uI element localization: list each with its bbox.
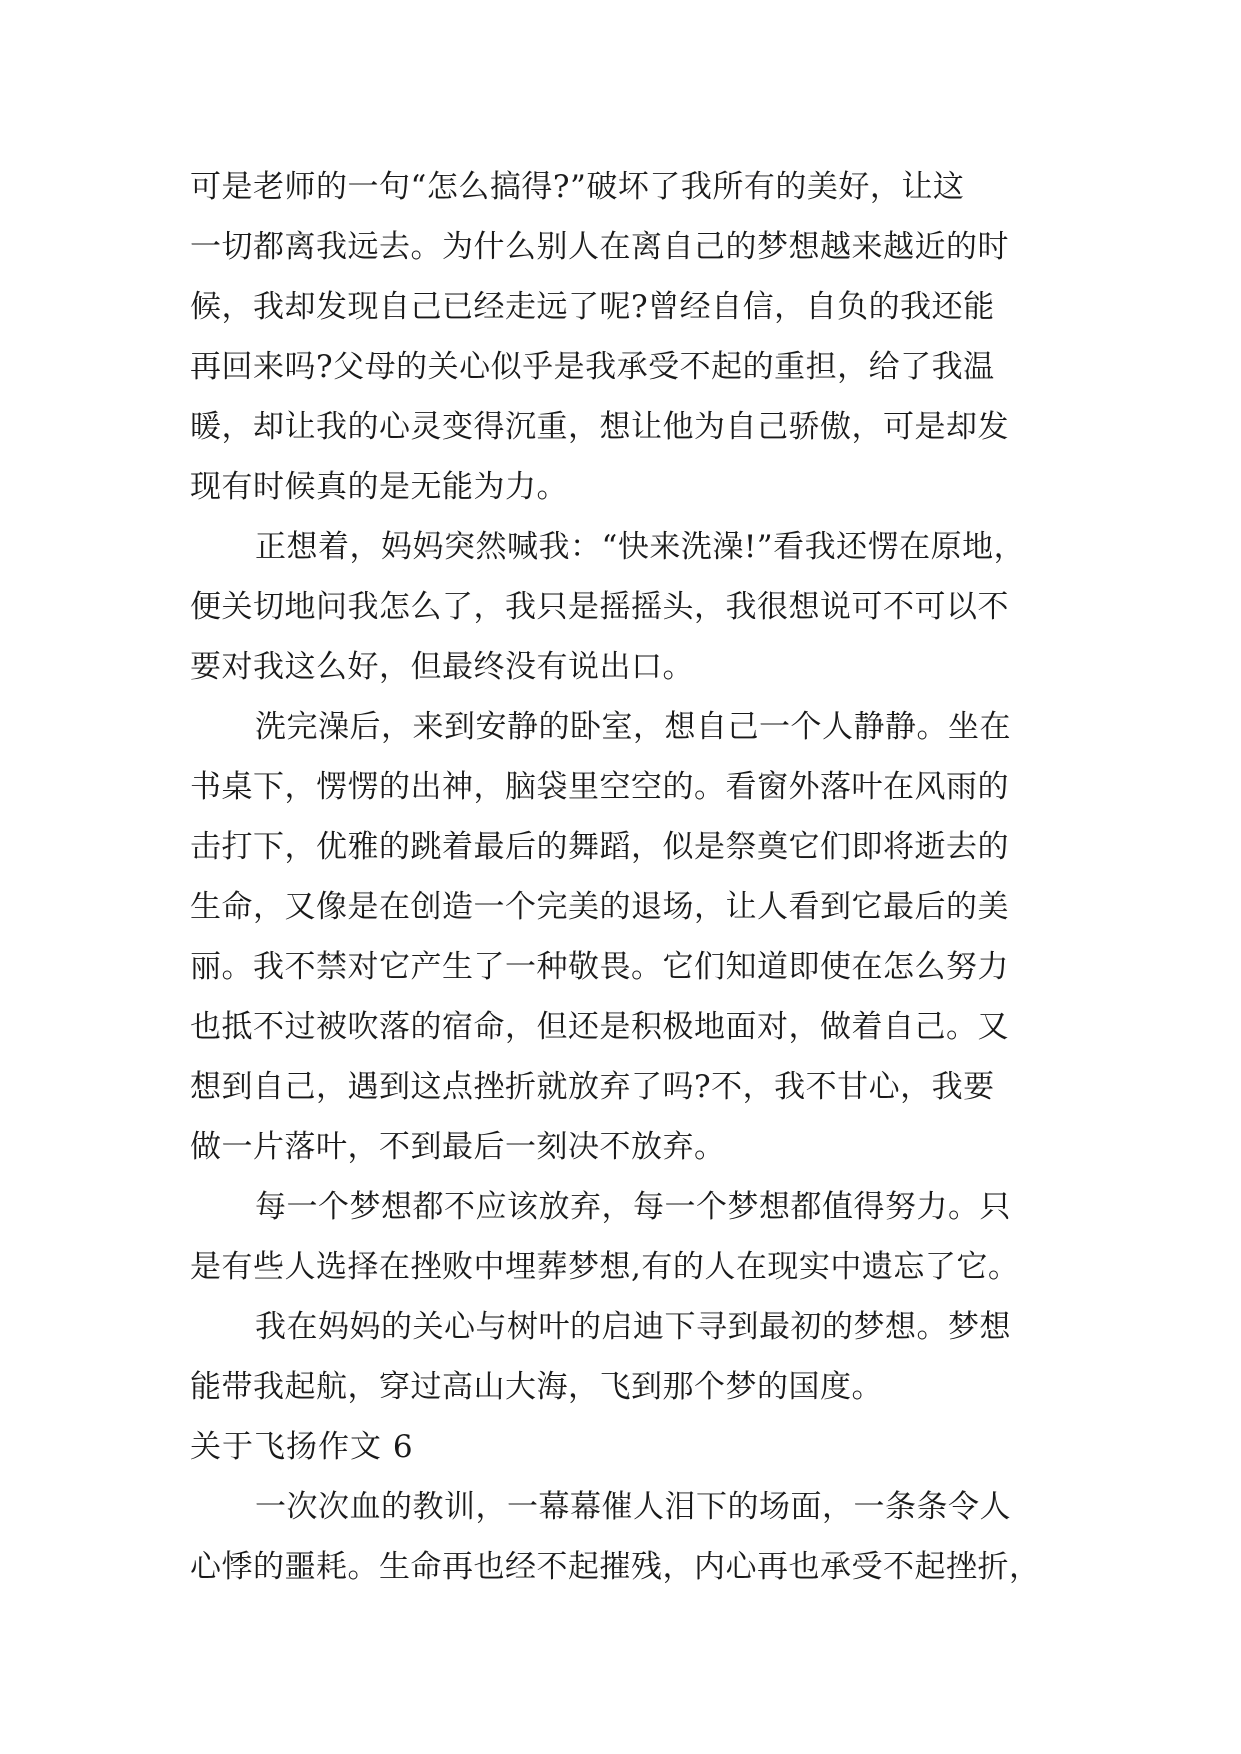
text-line: 书桌下，愣愣的出神，脑袋里空空的。看窗外落叶在风雨的 (190, 769, 1009, 805)
text-line: 想到自己，遇到这点挫折就放弃了吗?不，我不甘心，我要 (190, 1069, 995, 1105)
text-line: 丽。我不禁对它产生了一种敬畏。它们知道即使在怎么努力 (190, 949, 1009, 985)
paragraph-first-line: 正想着，妈妈突然喊我：“快来洗澡!”看我还愣在原地， (255, 529, 1026, 565)
paragraph-first-line: 我在妈妈的关心与树叶的启迪下寻到最初的梦想。梦想 (255, 1309, 1011, 1345)
text-line: 击打下，优雅的跳着最后的舞蹈，似是祭奠它们即将逝去的 (190, 829, 1009, 865)
text-line: 便关切地问我怎么了，我只是摇摇头，我很想说可不可以不 (190, 589, 1009, 625)
paragraph-first-line: 一次次血的教训，一幕幕催人泪下的场面，一条条令人 (255, 1489, 1011, 1525)
text-line: 再回来吗?父母的关心似乎是我承受不起的重担，给了我温 (190, 349, 995, 385)
text-line: 暖，却让我的心灵变得沉重，想让他为自己骄傲，可是却发 (190, 409, 1009, 445)
text-line: 生命，又像是在创造一个完美的退场，让人看到它最后的美 (190, 889, 1009, 925)
text-line: 心悸的噩耗。生命再也经不起摧残，内心再也承受不起挫折， (190, 1549, 1041, 1585)
document-body (190, 157, 1055, 1597)
text-line: 是有些人选择在挫败中埋葬梦想,有的人在现实中遗忘了它。 (190, 1249, 1020, 1285)
text-line: 也抵不过被吹落的宿命，但还是积极地面对，做着自己。又 (190, 1009, 1009, 1045)
text-line: 做一片落叶，不到最后一刻决不放弃。 (190, 1129, 726, 1165)
text-line: 候，我却发现自己已经走远了呢?曾经自信，自负的我还能 (190, 289, 995, 325)
text-line: 能带我起航，穿过高山大海，飞到那个梦的国度。 (190, 1369, 883, 1405)
text-line: 一切都离我远去。为什么别人在离自己的梦想越来越近的时 (190, 229, 1009, 265)
paragraph-first-line: 每一个梦想都不应该放弃，每一个梦想都值得努力。只 (255, 1189, 1011, 1225)
text-line: 现有时候真的是无能为力。 (190, 469, 568, 505)
text-line: 可是老师的一句“怎么搞得?”破坏了我所有的美好，让这 (190, 169, 965, 205)
section-heading: 关于飞扬作文 6 (190, 1429, 414, 1465)
paragraph-first-line: 洗完澡后，来到安静的卧室，想自己一个人静静。坐在 (255, 709, 1011, 745)
text-line: 要对我这么好，但最终没有说出口。 (190, 649, 694, 685)
